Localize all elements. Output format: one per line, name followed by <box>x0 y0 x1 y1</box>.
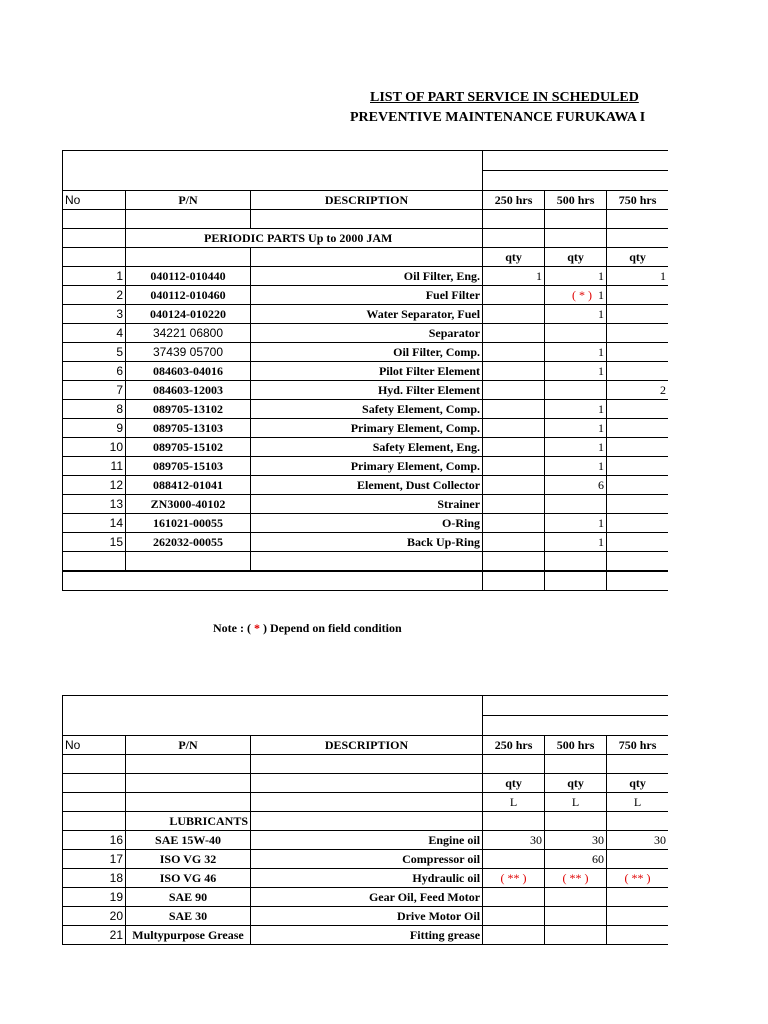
row-number: 10 <box>63 438 126 457</box>
qty-750hrs <box>607 926 668 945</box>
qty-750hrs <box>607 533 668 552</box>
qty-value: 1 <box>598 288 605 302</box>
lubricants-table <box>62 695 668 945</box>
qty-250hrs <box>483 381 545 400</box>
qty-750hrs <box>607 888 668 907</box>
part-number: 262032-00055 <box>126 533 251 552</box>
qty-500hrs <box>545 286 607 305</box>
table-row <box>63 533 669 552</box>
footnote <box>213 621 402 636</box>
qty-750hrs <box>607 495 668 514</box>
part-number: ISO VG 46 <box>126 869 251 888</box>
qty-500hrs <box>545 381 607 400</box>
qty-750hrs <box>607 343 668 362</box>
row-number: 8 <box>63 400 126 419</box>
part-description: Back Up-Ring <box>251 533 483 552</box>
qty-250hrs <box>483 400 545 419</box>
table-row <box>63 888 669 907</box>
part-description: Primary Element, Comp. <box>251 457 483 476</box>
qty-500hrs <box>545 926 607 945</box>
qty-250hrs <box>483 926 545 945</box>
qty-500hrs: 1 <box>545 305 607 324</box>
qty-250hrs: 1 <box>483 267 545 286</box>
row-number: 14 <box>63 514 126 533</box>
part-description: Fitting grease <box>251 926 483 945</box>
header-500hrs: 500 hrs <box>545 191 607 210</box>
row-number: 15 <box>63 533 126 552</box>
qty-750hrs <box>607 305 668 324</box>
unit-label-750: L <box>607 793 668 812</box>
table-row <box>63 831 669 850</box>
qty-500hrs: ( ** ) <box>545 869 607 888</box>
qty-500hrs: 1 <box>545 267 607 286</box>
part-description: Compressor oil <box>251 850 483 869</box>
table-row <box>63 457 669 476</box>
qty-500hrs <box>545 907 607 926</box>
qty-500hrs: 1 <box>545 400 607 419</box>
qty-250hrs <box>483 324 545 343</box>
table-row <box>63 381 669 400</box>
qty-250hrs: ( ** ) <box>483 869 545 888</box>
qty-500hrs: 1 <box>545 533 607 552</box>
header-750hrs: 750 hrs <box>607 191 668 210</box>
document-subtitle: PREVENTIVE MAINTENANCE FURUKAWA I <box>350 110 646 125</box>
qty-500hrs: 60 <box>545 850 607 869</box>
header-pn-2: P/N <box>126 736 251 755</box>
qty-250hrs <box>483 305 545 324</box>
qty-750hrs: 2 <box>607 381 668 400</box>
section-heading-lubricants: LUBRICANTS <box>126 812 251 831</box>
part-number: 37439 05700 <box>126 343 251 362</box>
row-number: 13 <box>63 495 126 514</box>
table-row <box>63 324 669 343</box>
part-number: Multypurpose Grease <box>126 926 251 945</box>
row-number: 7 <box>63 381 126 400</box>
qty-750hrs <box>607 286 668 305</box>
table-row <box>63 305 669 324</box>
part-description: Gear Oil, Feed Motor <box>251 888 483 907</box>
part-number: 040112-010440 <box>126 267 251 286</box>
table-row <box>63 926 669 945</box>
table-row <box>63 438 669 457</box>
header-750hrs-2: 750 hrs <box>607 736 668 755</box>
part-description: Pilot Filter Element <box>251 362 483 381</box>
table-row <box>63 267 669 286</box>
part-description: Drive Motor Oil <box>251 907 483 926</box>
qty-250hrs <box>483 476 545 495</box>
part-description: Element, Dust Collector <box>251 476 483 495</box>
qty-label-500-2: qty <box>545 774 607 793</box>
row-number: 20 <box>63 907 126 926</box>
header-no: No <box>63 191 126 210</box>
qty-500hrs <box>545 495 607 514</box>
qty-500hrs: 1 <box>545 457 607 476</box>
header-description: DESCRIPTION <box>251 191 483 210</box>
row-number: 19 <box>63 888 126 907</box>
header-pn: P/N <box>126 191 251 210</box>
qty-250hrs <box>483 419 545 438</box>
part-description: Primary Element, Comp. <box>251 419 483 438</box>
document-title: LIST OF PART SERVICE IN SCHEDULED <box>370 90 639 105</box>
qty-250hrs <box>483 343 545 362</box>
part-number: 040124-010220 <box>126 305 251 324</box>
header-description-2: DESCRIPTION <box>251 736 483 755</box>
qty-750hrs <box>607 419 668 438</box>
row-number: 5 <box>63 343 126 362</box>
table-row <box>63 362 669 381</box>
part-number: 040112-010460 <box>126 286 251 305</box>
part-description: Safety Element, Comp. <box>251 400 483 419</box>
qty-250hrs <box>483 533 545 552</box>
qty-750hrs: 1 <box>607 267 668 286</box>
qty-250hrs <box>483 888 545 907</box>
qty-500hrs: 6 <box>545 476 607 495</box>
qty-750hrs <box>607 476 668 495</box>
part-number: ZN3000-40102 <box>126 495 251 514</box>
note-mark: * <box>250 621 263 635</box>
qty-750hrs <box>607 850 668 869</box>
table-row <box>63 907 669 926</box>
table-row <box>63 476 669 495</box>
header-250hrs: 250 hrs <box>483 191 545 210</box>
part-number: 34221 06800 <box>126 324 251 343</box>
qty-750hrs: 30 <box>607 831 668 850</box>
part-description: Water Separator, Fuel <box>251 305 483 324</box>
part-number: 088412-01041 <box>126 476 251 495</box>
row-number: 17 <box>63 850 126 869</box>
table-row <box>63 869 669 888</box>
part-description: O-Ring <box>251 514 483 533</box>
part-description: Separator <box>251 324 483 343</box>
table-row <box>63 495 669 514</box>
part-description: Engine oil <box>251 831 483 850</box>
row-number: 1 <box>63 267 126 286</box>
row-number: 16 <box>63 831 126 850</box>
table-row <box>63 850 669 869</box>
part-number: 089705-13103 <box>126 419 251 438</box>
qty-750hrs <box>607 438 668 457</box>
part-number: 084603-04016 <box>126 362 251 381</box>
qty-label-250-2: qty <box>483 774 545 793</box>
part-description: Hydraulic oil <box>251 869 483 888</box>
row-number: 18 <box>63 869 126 888</box>
part-number: SAE 90 <box>126 888 251 907</box>
qty-500hrs: 1 <box>545 343 607 362</box>
qty-500hrs <box>545 888 607 907</box>
qty-label-500: qty <box>545 248 607 267</box>
qty-750hrs <box>607 514 668 533</box>
part-description: Hyd. Filter Element <box>251 381 483 400</box>
section-heading-periodic: PERIODIC PARTS Up to 2000 JAM <box>126 229 483 248</box>
row-number: 4 <box>63 324 126 343</box>
part-number: SAE 15W-40 <box>126 831 251 850</box>
qty-750hrs: ( ** ) <box>607 869 668 888</box>
row-number: 12 <box>63 476 126 495</box>
qty-750hrs <box>607 907 668 926</box>
part-description: Oil Filter, Eng. <box>251 267 483 286</box>
part-description: Strainer <box>251 495 483 514</box>
part-number: 161021-00055 <box>126 514 251 533</box>
header-no-2: No <box>63 736 126 755</box>
row-number: 21 <box>63 926 126 945</box>
table-row <box>63 514 669 533</box>
qty-750hrs <box>607 457 668 476</box>
row-number: 2 <box>63 286 126 305</box>
note-prefix: Note : ( <box>213 621 251 635</box>
qty-label-750: qty <box>607 248 668 267</box>
part-description: Oil Filter, Comp. <box>251 343 483 362</box>
part-number: 089705-15102 <box>126 438 251 457</box>
header-250hrs-2: 250 hrs <box>483 736 545 755</box>
row-number: 3 <box>63 305 126 324</box>
note-suffix: ) Depend on field condition <box>262 621 402 635</box>
part-description: Safety Element, Eng. <box>251 438 483 457</box>
qty-250hrs <box>483 362 545 381</box>
part-number: ISO VG 32 <box>126 850 251 869</box>
unit-label-500: L <box>545 793 607 812</box>
part-number: SAE 30 <box>126 907 251 926</box>
qty-250hrs <box>483 514 545 533</box>
row-number: 9 <box>63 419 126 438</box>
table-row <box>63 343 669 362</box>
qty-750hrs <box>607 362 668 381</box>
unit-label-250: L <box>483 793 545 812</box>
qty-label-250: qty <box>483 248 545 267</box>
row-number: 11 <box>63 457 126 476</box>
qty-750hrs <box>607 400 668 419</box>
qty-500hrs <box>545 324 607 343</box>
part-number: 084603-12003 <box>126 381 251 400</box>
qty-250hrs <box>483 850 545 869</box>
qty-500hrs: 1 <box>545 419 607 438</box>
qty-500hrs: 1 <box>545 362 607 381</box>
header-500hrs-2: 500 hrs <box>545 736 607 755</box>
row-number: 6 <box>63 362 126 381</box>
table-row <box>63 400 669 419</box>
qty-label-750-2: qty <box>607 774 668 793</box>
periodic-parts-table <box>62 150 668 591</box>
qty-250hrs <box>483 495 545 514</box>
qty-250hrs <box>483 907 545 926</box>
part-number: 089705-13102 <box>126 400 251 419</box>
qty-500hrs: 1 <box>545 514 607 533</box>
condition-mark: ( * ) <box>572 288 593 302</box>
qty-750hrs <box>607 324 668 343</box>
qty-500hrs: 30 <box>545 831 607 850</box>
qty-250hrs <box>483 438 545 457</box>
qty-250hrs <box>483 286 545 305</box>
qty-250hrs <box>483 457 545 476</box>
qty-500hrs: 1 <box>545 438 607 457</box>
part-description: Fuel Filter <box>251 286 483 305</box>
part-number: 089705-15103 <box>126 457 251 476</box>
table-row <box>63 286 669 305</box>
qty-250hrs: 30 <box>483 831 545 850</box>
table-row <box>63 419 669 438</box>
